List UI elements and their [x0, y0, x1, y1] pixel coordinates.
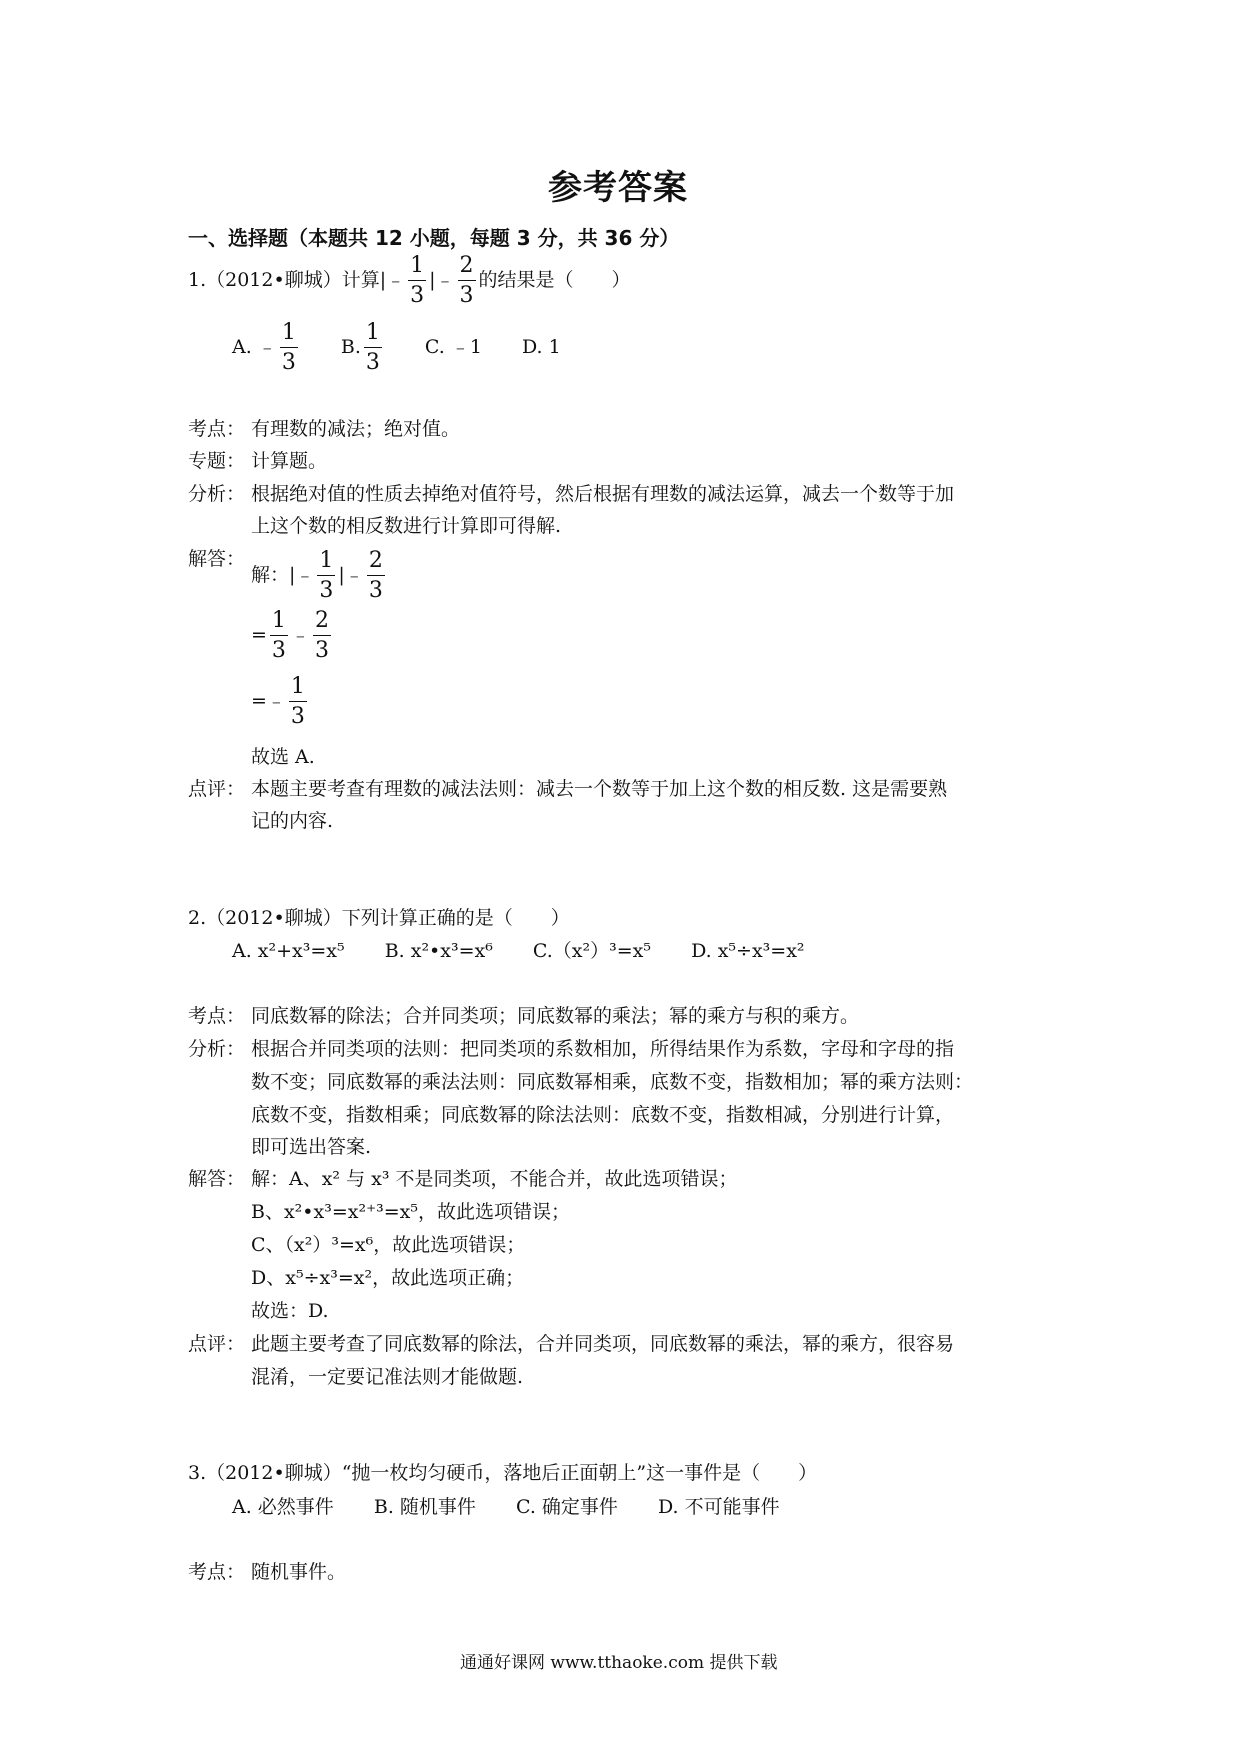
q3-option-d: D. 不可能事件 [657, 1496, 780, 1518]
solution-text: =﹣ [251, 690, 286, 712]
q1-option-b [341, 320, 385, 376]
fraction-numerator: 1 [408, 253, 426, 281]
q1-dianping-label: 点评： [188, 778, 246, 800]
fraction-denominator: 3 [290, 704, 305, 729]
q2-fenxi-line-3: 底数不变，指数相乘；同底数幂的除法法则：底数不变，指数相减，分别进行计算， [251, 1104, 955, 1126]
q2-options [232, 938, 839, 964]
fraction-denominator: 3 [410, 283, 425, 308]
fraction-numerator: 2 [367, 548, 385, 576]
solution-text: |﹣ [338, 564, 364, 586]
q2-solution-line-5: 故选：D. [251, 1300, 329, 1322]
q2-solution-line-2: B、x²•x³=x²⁺³=x⁵，故此选项错误； [251, 1201, 570, 1223]
q1-dianping-line-2: 记的内容. [251, 810, 334, 832]
page-footer: 通通好课网 www.tthaoke.com 提供下载 [460, 1653, 778, 1673]
solution-fraction [270, 608, 288, 664]
q1-fenxi-line-1: 根据绝对值的性质去掉绝对值符号，然后根据有理数的减法运算，减去一个数等于加 [251, 483, 955, 505]
q2-fenxi-line-1: 根据合并同类项的法则：把同类项的系数相加，所得结果作为系数，字母和字母的指 [251, 1038, 955, 1060]
q1-zhuanti: 计算题。 [251, 450, 328, 472]
q2-option-b: B. x²•x³=x⁶ [384, 940, 493, 962]
q2-fenxi-label: 分析： [188, 1038, 246, 1060]
q2-kaodian: 同底数幂的除法；合并同类项；同底数幂的乘法；幂的乘方与积的乘方。 [251, 1005, 860, 1027]
fraction-denominator: 3 [368, 578, 383, 603]
fraction-denominator: 3 [314, 638, 329, 663]
option-fraction [364, 320, 382, 376]
q1-stem-suffix: 的结果是（ ） [478, 269, 631, 291]
fraction-denominator: 3 [365, 350, 380, 375]
option-label: B. [340, 336, 361, 358]
q2-jieda-label: 解答： [188, 1168, 246, 1190]
solution-text: 解：|﹣ [251, 564, 315, 586]
fraction-numerator: 2 [458, 253, 476, 281]
q1-option-a [232, 320, 301, 376]
q2-solution-line-3: C、（x²）³=x⁶，故此选项错误； [251, 1234, 526, 1256]
q1-solution-line-4: 故选 A. [251, 746, 315, 768]
fraction-denominator: 3 [271, 638, 286, 663]
solution-text: = [251, 624, 267, 646]
q3-option-a: A. 必然事件 [232, 1496, 334, 1518]
q3-kaodian-label: 考点： [188, 1561, 246, 1583]
option-label: A. ﹣ [232, 336, 277, 358]
q1-options [232, 320, 595, 376]
q2-stem: 2.（2012•聊城）下列计算正确的是（ ） [188, 907, 570, 929]
q3-options [232, 1494, 814, 1520]
fraction-numerator: 1 [364, 320, 382, 348]
solution-fraction [313, 608, 331, 664]
q2-dianping-line-1: 此题主要考查了同底数幂的除法，合并同类项，同底数幂的乘法，幂的乘方，很容易 [251, 1333, 955, 1355]
solution-fraction [367, 548, 385, 604]
q3-option-b: B. 随机事件 [373, 1496, 476, 1518]
q3-kaodian: 随机事件。 [251, 1561, 347, 1583]
q2-kaodian-label: 考点： [188, 1005, 246, 1027]
fraction-numerator: 1 [270, 608, 288, 636]
q2-dianping-line-2: 混淆，一定要记准法则才能做题. [251, 1366, 524, 1388]
solution-fraction [317, 548, 335, 604]
fraction-denominator: 3 [281, 350, 296, 375]
fraction-numerator: 1 [289, 674, 307, 702]
fraction-numerator: 2 [313, 608, 331, 636]
q1-solution-line-3 [251, 674, 310, 730]
q3-stem: 3.（2012•聊城）“抛一枚均匀硬币，落地后正面朝上”这一事件是（ ） [188, 1462, 818, 1484]
q2-fenxi-line-2: 数不变；同底数幂的乘法法则：同底数幂相乘，底数不变，指数相加；幂的乘方法则： [251, 1071, 974, 1093]
q2-fenxi-line-4: 即可选出答案. [251, 1136, 372, 1158]
fraction-numerator: 1 [317, 548, 335, 576]
option-fraction [280, 320, 298, 376]
q2-option-a: A. x²+x³=x⁵ [232, 940, 345, 962]
q1-solution-line-2 [251, 608, 334, 664]
q1-solution-line-1 [251, 548, 388, 604]
q2-dianping-label: 点评： [188, 1333, 246, 1355]
q1-kaodian: 有理数的减法；绝对值。 [251, 418, 461, 440]
section-heading: 一、选择题（本题共 12 小题，每题 3 分，共 36 分） [188, 226, 680, 250]
q2-solution-line-1: 解：A、x² 与 x³ 不是同类项，不能合并，故此选项错误； [251, 1168, 738, 1190]
q1-stem-prefix: 1.（2012•聊城）计算|﹣ [188, 269, 406, 291]
q1-fenxi-line-2: 上这个数的相反数进行计算即可得解. [251, 515, 562, 537]
q1-stem [188, 253, 631, 309]
fraction-numerator: 1 [280, 320, 298, 348]
q2-option-d: D. x⁵÷x³=x² [691, 940, 805, 962]
q1-option-c: C. ﹣1 [424, 336, 482, 358]
q2-solution-line-4: D、x⁵÷x³=x²，故此选项正确； [251, 1267, 525, 1289]
q2-option-c: C.（x²）³=x⁵ [532, 940, 652, 962]
q1-stem-fraction-2 [458, 253, 476, 309]
q1-fenxi-label: 分析： [188, 483, 246, 505]
page-title: 参考答案 [548, 168, 688, 208]
q1-stem-mid: |﹣ [429, 269, 455, 291]
q1-kaodian-label: 考点： [188, 418, 246, 440]
q3-option-c: C. 确定事件 [515, 1496, 618, 1518]
fraction-denominator: 3 [459, 283, 474, 308]
solution-fraction [289, 674, 307, 730]
fraction-denominator: 3 [319, 578, 334, 603]
q1-zhuanti-label: 专题： [188, 450, 246, 472]
q1-jieda-label: 解答： [188, 548, 246, 570]
q1-dianping-line-1: 本题主要考查有理数的减法法则：减去一个数等于加上这个数的相反数. 这是需要熟 [251, 778, 948, 800]
q1-stem-fraction-1 [408, 253, 426, 309]
solution-text: ﹣ [290, 624, 310, 646]
q1-option-d: D. 1 [522, 336, 561, 358]
